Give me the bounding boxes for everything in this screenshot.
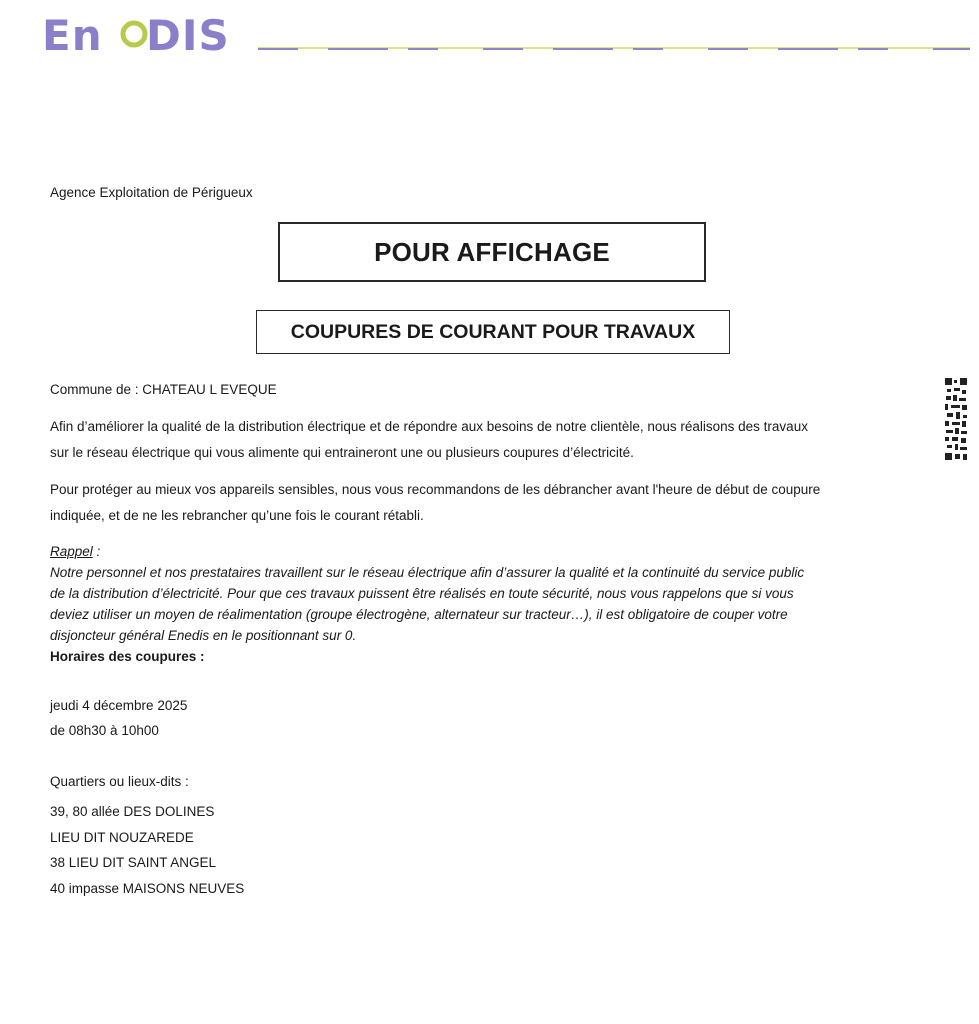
reminder-line-2: de la distribution d’électricité. Pour que ces travaux puissent être réalisés en toute sécurité, nous vous rappelons que si vous: [50, 586, 794, 601]
reminder-heading: [50, 541, 910, 562]
location-item: 39, 80 allée DES DOLINES: [50, 804, 215, 819]
qr-code-icon: [944, 377, 968, 461]
location-item: LIEU DIT NOUZAREDE: [50, 829, 194, 845]
intro-line-2: sur le réseau électrique qui vous alimente qui entraineront une ou plusieurs coupures d’électricité.: [50, 445, 634, 460]
schedule-heading: Horaires des coupures :: [50, 649, 205, 664]
intro-line-1: Afin d’améliorer la qualité de la distribution électrique et de répondre aux besoins de notre clientèle, nous réalisons des travaux: [50, 419, 808, 434]
reminder-line-4: disjoncteur général Enedis en le positionnant sur 0.: [50, 628, 357, 643]
reminder-paragraph: [50, 541, 910, 646]
subtitle-box: [256, 310, 730, 354]
commune-label: Commune de : CHATEAU L EVEQUE: [50, 382, 277, 397]
reminder-line-3: deviez utiliser un moyen de réalimentation (groupe électrogène, alternateur sur tracteur…), il est obligatoire de couper votre: [50, 607, 788, 622]
outage-time: de 08h30 à 10h00: [50, 723, 159, 738]
agency-name: Agence Exploitation de Périgueux: [50, 185, 253, 200]
location-item: 38 LIEU DIT SAINT ANGEL: [50, 855, 217, 870]
locations-list: [50, 799, 910, 901]
location-item: 40 impasse MAISONS NEUVES: [50, 880, 245, 896]
reminder-title-suffix: :: [92, 544, 101, 559]
enedis-logo: [42, 12, 242, 56]
title-box: [278, 222, 706, 282]
intro-paragraph: [50, 414, 910, 466]
page-title: POUR AFFICHAGE: [374, 236, 610, 267]
advice-line-2: indiquée, et de ne les rebrancher qu’une fois le courant rétabli.: [50, 508, 424, 523]
reminder-line-1: Notre personnel et nos prestataires travaillent sur le réseau électrique afin d’assurer la qualité et la continuité du service public: [50, 565, 805, 580]
svg-text:DIS: DIS: [146, 12, 230, 56]
advice-line-1: Pour protéger au mieux vos appareils sensibles, nous vous recommandons de les débrancher avant l'heure de début de coupure: [50, 482, 821, 497]
advice-paragraph: [50, 477, 910, 529]
outage-date: jeudi 4 décembre 2025: [50, 698, 188, 713]
page-subtitle: COUPURES DE COURANT POUR TRAVAUX: [290, 320, 696, 343]
header-rule: [258, 44, 970, 52]
svg-text:En: En: [42, 12, 103, 56]
reminder-title: Rappel: [50, 544, 93, 559]
locations-heading: Quartiers ou lieux-dits :: [50, 774, 189, 789]
